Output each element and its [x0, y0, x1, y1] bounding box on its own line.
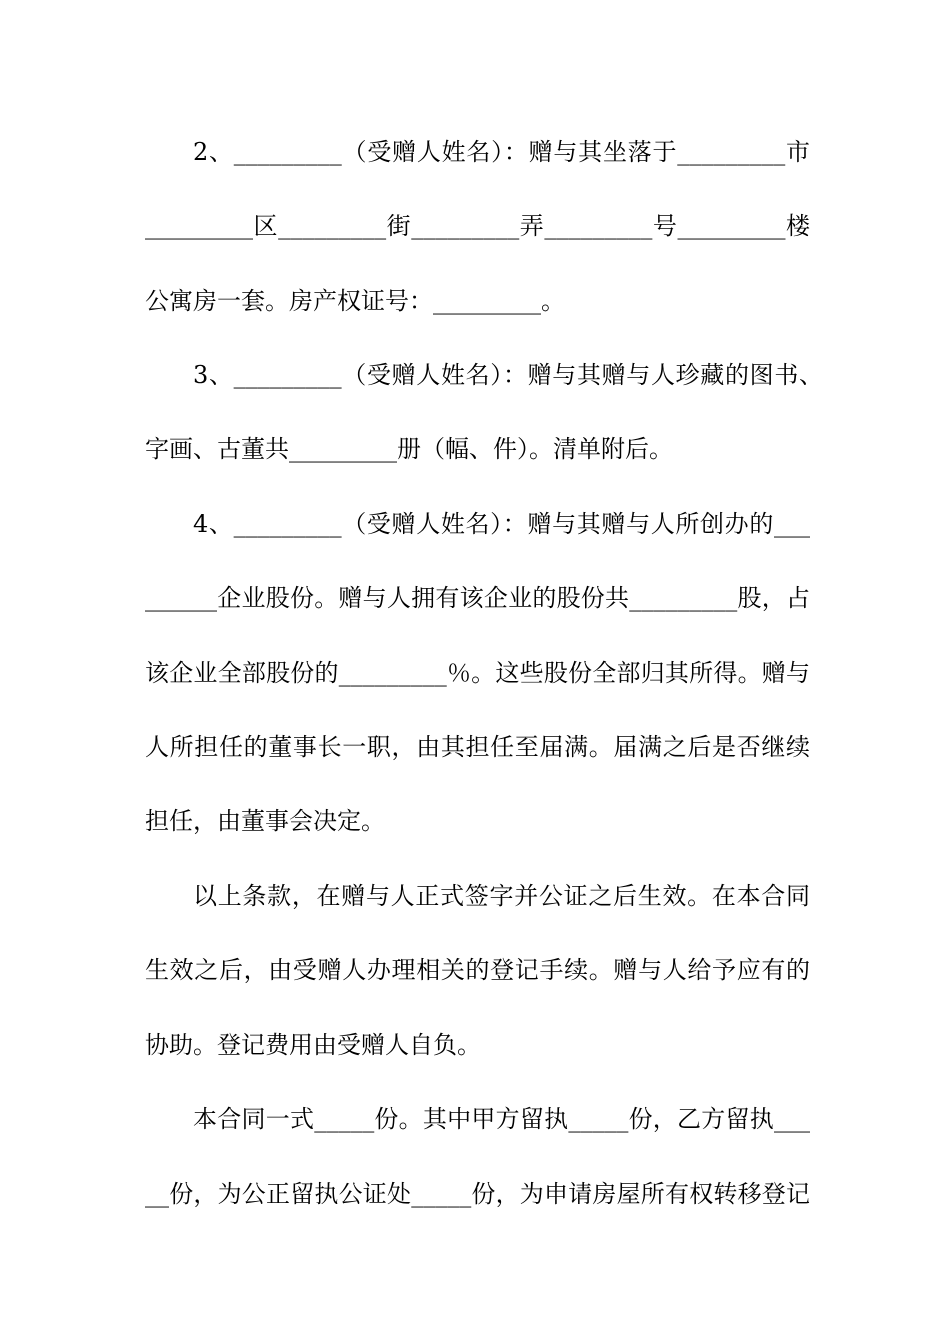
copies-paragraph-line-2: __份，为公正留执公证处_____份，为申请房屋所有权转移登记 — [145, 1180, 810, 1208]
copies-paragraph-line-1: 本合同一式_____份。其中甲方留执_____份，乙方留执___ — [193, 1105, 810, 1133]
clause-4-line-1: 4、_________（受赠人姓名）：赠与其赠与人所创办的___ — [193, 510, 810, 538]
clause-4-line-2: ______企业股份。赠与人拥有该企业的股份共_________股，占 — [145, 584, 810, 612]
clause-2-line-2: _________区_________街_________弄_________号_________楼 — [145, 212, 810, 240]
clause-4-line-5: 担任，由董事会决定。 — [145, 807, 385, 835]
effect-paragraph-line-1: 以上条款，在赠与人正式签字并公证之后生效。在本合同 — [193, 882, 810, 910]
clause-2-line-3: 公寓房一套。房产权证号：_________。 — [145, 287, 565, 315]
clause-4-line-4: 人所担任的董事长一职，由其担任至届满。届满之后是否继续 — [145, 733, 810, 761]
clause-2-line-1: 2、_________（受赠人姓名）：赠与其坐落于_________市 — [193, 138, 810, 166]
clause-3-line-2: 字画、古董共_________册（幅、件）。清单附后。 — [145, 435, 673, 463]
clause-3-line-1: 3、_________（受赠人姓名）：赠与其赠与人珍藏的图书、 — [193, 361, 823, 389]
effect-paragraph-line-2: 生效之后，由受赠人办理相关的登记手续。赠与人给予应有的 — [145, 956, 810, 984]
clause-4-line-3: 该企业全部股份的_________％。这些股份全部归其所得。赠与 — [145, 659, 810, 687]
effect-paragraph-line-3: 协助。登记费用由受赠人自负。 — [145, 1031, 481, 1059]
